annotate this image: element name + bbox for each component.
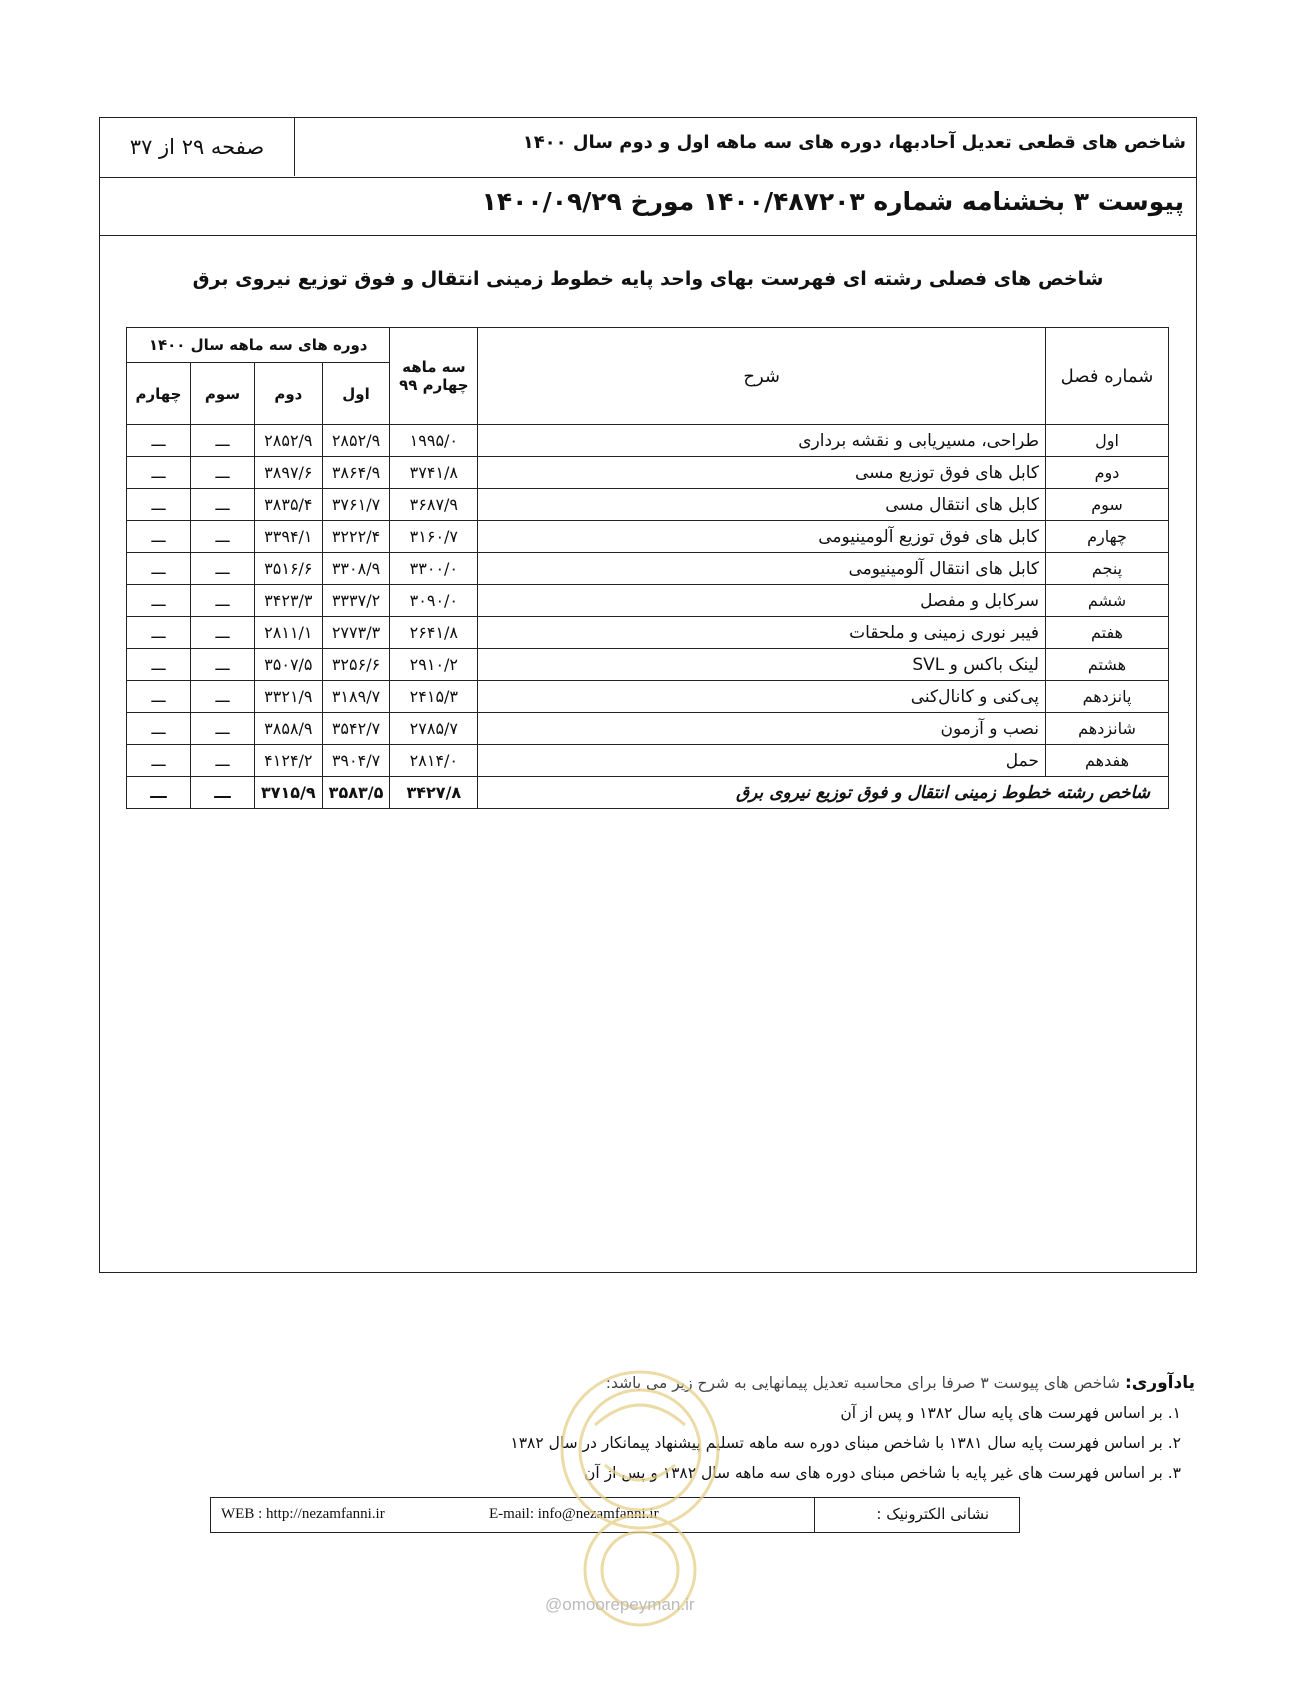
header-quarters-group: دوره های سه ماهه سال ۱۴۰۰ — [127, 328, 390, 363]
base-quarter-cell: ۳۰۹۰/۰ — [390, 585, 478, 617]
q2-cell: ۲۸۱۱/۱ — [255, 617, 323, 649]
q1-cell: ۲۷۷۳/۳ — [322, 617, 390, 649]
q3-cell: ـــ — [191, 681, 255, 713]
header-chapter: شماره فصل — [1046, 328, 1169, 425]
q4-cell: ـــ — [127, 425, 191, 457]
description-cell: طراحی، مسیریابی و نقشه برداری — [478, 425, 1046, 457]
reminder-intro-line — [335, 1368, 1195, 1398]
document-frame — [99, 117, 1197, 1273]
q3-cell: ـــ — [191, 617, 255, 649]
q4-cell: ـــ — [127, 585, 191, 617]
q3-cell: ـــ — [191, 713, 255, 745]
q3-cell: ـــ — [191, 521, 255, 553]
header-q2: دوم — [255, 363, 323, 425]
header-q4: چهارم — [127, 363, 191, 425]
q1-cell: ۳۵۴۲/۷ — [322, 713, 390, 745]
chapter-cell: هفتم — [1046, 617, 1169, 649]
base-quarter-cell: ۱۹۹۵/۰ — [390, 425, 478, 457]
watermark-url: @omoorepeyman.ir — [545, 1595, 695, 1614]
table-row — [127, 617, 1169, 649]
q4-cell: ـــ — [127, 521, 191, 553]
description-cell: لینک باکس و SVL — [478, 649, 1046, 681]
table-row — [127, 585, 1169, 617]
table-row — [127, 713, 1169, 745]
header-base-line2: چهارم ۹۹ — [399, 376, 469, 394]
summary-base: ۳۴۲۷/۸ — [390, 777, 478, 809]
q3-cell: ـــ — [191, 489, 255, 521]
chapter-cell: سوم — [1046, 489, 1169, 521]
q3-cell: ـــ — [191, 553, 255, 585]
base-quarter-cell: ۳۶۸۷/۹ — [390, 489, 478, 521]
contact-label: نشانی الکترونیک : — [814, 1498, 1019, 1532]
q3-cell: ـــ — [191, 425, 255, 457]
q4-cell: ـــ — [127, 681, 191, 713]
description-cell: پی‌کنی و کانال‌کنی — [478, 681, 1046, 713]
base-quarter-cell: ۳۳۰۰/۰ — [390, 553, 478, 585]
base-quarter-cell: ۲۶۴۱/۸ — [390, 617, 478, 649]
chapter-cell: پانزدهم — [1046, 681, 1169, 713]
chapter-cell: چهارم — [1046, 521, 1169, 553]
q2-cell: ۳۸۵۸/۹ — [255, 713, 323, 745]
q3-cell: ـــ — [191, 457, 255, 489]
index-table — [126, 327, 1169, 809]
q2-cell: ۳۸۳۵/۴ — [255, 489, 323, 521]
summary-q1: ۳۵۸۳/۵ — [322, 777, 390, 809]
table-row — [127, 489, 1169, 521]
description-cell: نصب و آزمون — [478, 713, 1046, 745]
q1-cell: ۳۲۲۲/۴ — [322, 521, 390, 553]
reminder-intro: شاخص های پیوست ۳ صرفا برای محاسبه تعدیل پیمانهایی به شرح زیر می باشد: — [605, 1374, 1120, 1392]
summary-q3: ـــ — [191, 777, 255, 809]
q4-cell: ـــ — [127, 489, 191, 521]
q4-cell: ـــ — [127, 553, 191, 585]
q3-cell: ـــ — [191, 745, 255, 777]
table-row — [127, 681, 1169, 713]
page-number: صفحه ۲۹ از ۳۷ — [100, 118, 295, 176]
description-cell: فیبر نوری زمینی و ملحقات — [478, 617, 1046, 649]
email-link[interactable]: E-mail: info@nezamfanni.ir — [489, 1506, 659, 1522]
circular-reference: پیوست ۳ بخشنامه شماره ۱۴۰۰/۴۸۷۲۰۳ مورخ ۱۴۰۰/۰۹/۲۹ — [481, 187, 1184, 216]
table-row — [127, 425, 1169, 457]
base-quarter-cell: ۳۱۶۰/۷ — [390, 521, 478, 553]
description-cell: سرکابل و مفصل — [478, 585, 1046, 617]
q1-cell: ۳۱۸۹/۷ — [322, 681, 390, 713]
q1-cell: ۳۳۳۷/۲ — [322, 585, 390, 617]
summary-description: شاخص رشته خطوط زمینی انتقال و فوق توزیع نیروی برق — [478, 777, 1169, 809]
q2-cell: ۳۴۲۳/۳ — [255, 585, 323, 617]
table-row — [127, 649, 1169, 681]
q3-cell: ـــ — [191, 585, 255, 617]
reminder-item-3: ۳. بر اساس فهرست های غیر پایه با شاخص مبنای دوره های سه ماهه سال ۱۳۸۲ و پس از آن — [584, 1464, 1181, 1482]
chapter-cell: پنجم — [1046, 553, 1169, 585]
chapter-cell: شانزدهم — [1046, 713, 1169, 745]
description-cell: کابل های فوق توزیع آلومینیومی — [478, 521, 1046, 553]
description-cell: کابل های فوق توزیع مسی — [478, 457, 1046, 489]
q1-cell: ۳۲۵۶/۶ — [322, 649, 390, 681]
q4-cell: ـــ — [127, 649, 191, 681]
section-title: شاخص های فصلی رشته ای فهرست بهای واحد پایه خطوط زمینی انتقال و فوق توزیع نیروی برق — [192, 268, 1104, 290]
base-quarter-cell: ۲۴۱۵/۳ — [390, 681, 478, 713]
q4-cell: ـــ — [127, 745, 191, 777]
table-row — [127, 457, 1169, 489]
header-base-quarter — [390, 328, 478, 425]
q4-cell: ـــ — [127, 713, 191, 745]
q1-cell: ۳۳۰۸/۹ — [322, 553, 390, 585]
q2-cell: ۳۸۹۷/۶ — [255, 457, 323, 489]
q1-cell: ۲۸۵۲/۹ — [322, 425, 390, 457]
chapter-cell: اول — [1046, 425, 1169, 457]
q2-cell: ۳۵۱۶/۶ — [255, 553, 323, 585]
header-q3: سوم — [191, 363, 255, 425]
table-row — [127, 553, 1169, 585]
header-row — [100, 118, 1196, 178]
base-quarter-cell: ۲۸۱۴/۰ — [390, 745, 478, 777]
chapter-cell: هشتم — [1046, 649, 1169, 681]
q2-cell: ۴۱۲۴/۲ — [255, 745, 323, 777]
website-link[interactable]: WEB : http://nezamfanni.ir — [221, 1506, 385, 1522]
chapter-cell: ششم — [1046, 585, 1169, 617]
summary-q2: ۳۷۱۵/۹ — [255, 777, 323, 809]
chapter-cell: هفدهم — [1046, 745, 1169, 777]
base-quarter-cell: ۲۷۸۵/۷ — [390, 713, 478, 745]
q2-cell: ۳۵۰۷/۵ — [255, 649, 323, 681]
reminder-item-1: ۱. بر اساس فهرست های پایه سال ۱۳۸۲ و پس از آن — [840, 1404, 1181, 1422]
description-cell: کابل های انتقال آلومینیومی — [478, 553, 1046, 585]
q2-cell: ۳۳۲۱/۹ — [255, 681, 323, 713]
q1-cell: ۳۷۶۱/۷ — [322, 489, 390, 521]
document-title: شاخص های قطعی تعدیل آحادبها، دوره های سه ماهه اول و دوم سال ۱۴۰۰ — [522, 132, 1186, 153]
q1-cell: ۳۸۶۴/۹ — [322, 457, 390, 489]
q4-cell: ـــ — [127, 617, 191, 649]
summary-row — [127, 777, 1169, 809]
reminder-item-2: ۲. بر اساس فهرست پایه سال ۱۳۸۱ با شاخص مبنای دوره سه ماهه تسلیم پیشنهاد پیمانکار در سال ۱۳۸۲ — [510, 1434, 1181, 1452]
description-cell: کابل های انتقال مسی — [478, 489, 1046, 521]
description-cell: حمل — [478, 745, 1046, 777]
summary-q4: ـــ — [127, 777, 191, 809]
table-row — [127, 745, 1169, 777]
table-row — [127, 521, 1169, 553]
header-q1: اول — [322, 363, 390, 425]
q2-cell: ۲۸۵۲/۹ — [255, 425, 323, 457]
q1-cell: ۳۹۰۴/۷ — [322, 745, 390, 777]
q3-cell: ـــ — [191, 649, 255, 681]
header-base-line1: سه ماهه — [402, 358, 466, 376]
header-description: شرح — [478, 328, 1046, 425]
reminder-block — [335, 1368, 1195, 1488]
chapter-cell: دوم — [1046, 457, 1169, 489]
base-quarter-cell: ۳۷۴۱/۸ — [390, 457, 478, 489]
circular-row — [100, 178, 1196, 236]
q2-cell: ۳۳۹۴/۱ — [255, 521, 323, 553]
q4-cell: ـــ — [127, 457, 191, 489]
base-quarter-cell: ۲۹۱۰/۲ — [390, 649, 478, 681]
reminder-lead: یادآوری: — [1124, 1373, 1195, 1393]
